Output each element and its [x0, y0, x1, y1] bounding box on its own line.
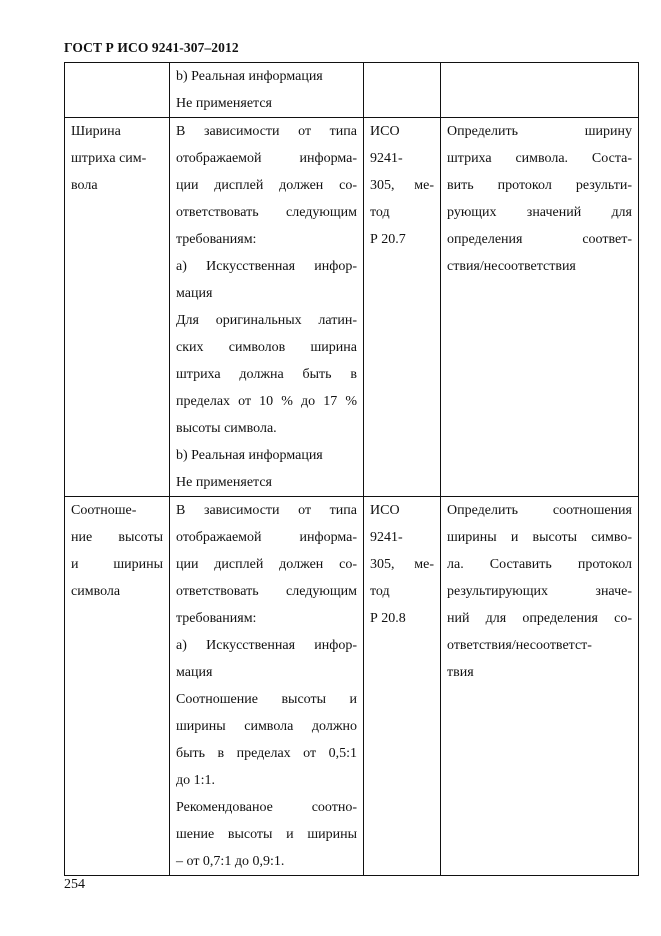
text-line: Соотношение высоты и — [176, 692, 357, 707]
text-line: Определить ширину — [447, 124, 632, 139]
document-header: ГОСТ Р ИСО 9241-307–2012 — [64, 40, 239, 55]
text-line: В зависимости от типа — [176, 124, 357, 139]
text-line: штриха символа. Соста- — [447, 151, 632, 166]
text-line: отображаемой информа- — [176, 151, 357, 166]
text-line: ции дисплей должен со- — [176, 178, 357, 193]
method-cell — [364, 497, 441, 876]
text-line: ширины символа должно — [176, 719, 357, 734]
requirements-table — [64, 62, 639, 876]
text-line: ние высоты — [71, 530, 163, 545]
table-row — [65, 118, 639, 497]
characteristic-cell — [65, 63, 170, 118]
procedure-cell — [441, 118, 639, 497]
text-line: ответствия/несоответст- — [447, 638, 592, 653]
text-line: и ширины — [71, 557, 163, 572]
text-line: требованиям: — [176, 232, 257, 247]
text-line: пределах от 10 % до 17 % — [176, 394, 357, 409]
text-line: тод — [370, 584, 390, 599]
text-line: Определить соотношения — [447, 503, 632, 518]
text-line: Р 20.7 — [370, 232, 406, 247]
text-line: Рекомендованое соотно- — [176, 800, 357, 815]
text-line: а) Искусственная инфор- — [176, 259, 357, 274]
text-line: Не применяется — [176, 96, 272, 111]
characteristic-cell — [65, 497, 170, 876]
text-line: символа — [71, 584, 121, 599]
text-line: ИСО — [370, 124, 400, 139]
text-line: рующих значений для — [447, 205, 632, 220]
text-line: Для оригинальных латин- — [176, 313, 357, 328]
text-line: ции дисплей должен со- — [176, 557, 357, 572]
method-cell — [364, 63, 441, 118]
page-number: 254 — [64, 877, 85, 892]
text-line: определения соответ- — [447, 232, 632, 247]
text-line: Р 20.8 — [370, 611, 406, 626]
text-line: 9241- — [370, 151, 403, 166]
requirement-cell — [170, 118, 364, 497]
text-line: 9241- — [370, 530, 403, 545]
text-line: 305, ме- — [370, 557, 434, 572]
text-line: ла. Составить протокол — [447, 557, 632, 572]
text-line: ответствовать следующим — [176, 205, 357, 220]
text-line: – от 0,7:1 до 0,9:1. — [176, 854, 285, 869]
text-line: требованиям: — [176, 611, 257, 626]
text-line: b) Реальная информация — [176, 69, 323, 84]
text-line: штриха должна быть в — [176, 367, 357, 382]
text-line: твия — [447, 665, 474, 680]
requirement-cell — [170, 497, 364, 876]
text-line: тод — [370, 205, 390, 220]
text-line: мация — [176, 286, 213, 301]
method-cell — [364, 118, 441, 497]
table-row — [65, 497, 639, 876]
text-line: шение высоты и ширины — [176, 827, 357, 842]
text-line: отображаемой информа- — [176, 530, 357, 545]
text-line: вить протокол результи- — [447, 178, 632, 193]
text-line: а) Искусственная инфор- — [176, 638, 357, 653]
text-line: ствия/несоответствия — [447, 259, 576, 274]
text-line: до 1:1. — [176, 773, 216, 788]
text-line: мация — [176, 665, 213, 680]
characteristic-cell — [65, 118, 170, 497]
text-line: быть в пределах от 0,5:1 — [176, 746, 357, 761]
text-line: штриха сим- — [71, 151, 147, 166]
text-line: ний для определения со- — [447, 611, 632, 626]
requirement-cell — [170, 63, 364, 118]
text-line: b) Реальная информация — [176, 448, 323, 463]
text-line: В зависимости от типа — [176, 503, 357, 518]
procedure-cell — [441, 63, 639, 118]
text-line: ских символов ширина — [176, 340, 357, 355]
text-line: Соотноше- — [71, 503, 137, 518]
text-line: вола — [71, 178, 98, 193]
text-line: высоты символа. — [176, 421, 277, 436]
text-line: ширины и высоты симво- — [447, 530, 632, 545]
text-line: Ширина — [71, 124, 121, 139]
procedure-cell — [441, 497, 639, 876]
table-row — [65, 63, 639, 118]
text-line: ИСО — [370, 503, 400, 518]
text-line: результирующих значе- — [447, 584, 632, 599]
text-line: Не применяется — [176, 475, 272, 490]
text-line: 305, ме- — [370, 178, 434, 193]
text-line: ответствовать следующим — [176, 584, 357, 599]
